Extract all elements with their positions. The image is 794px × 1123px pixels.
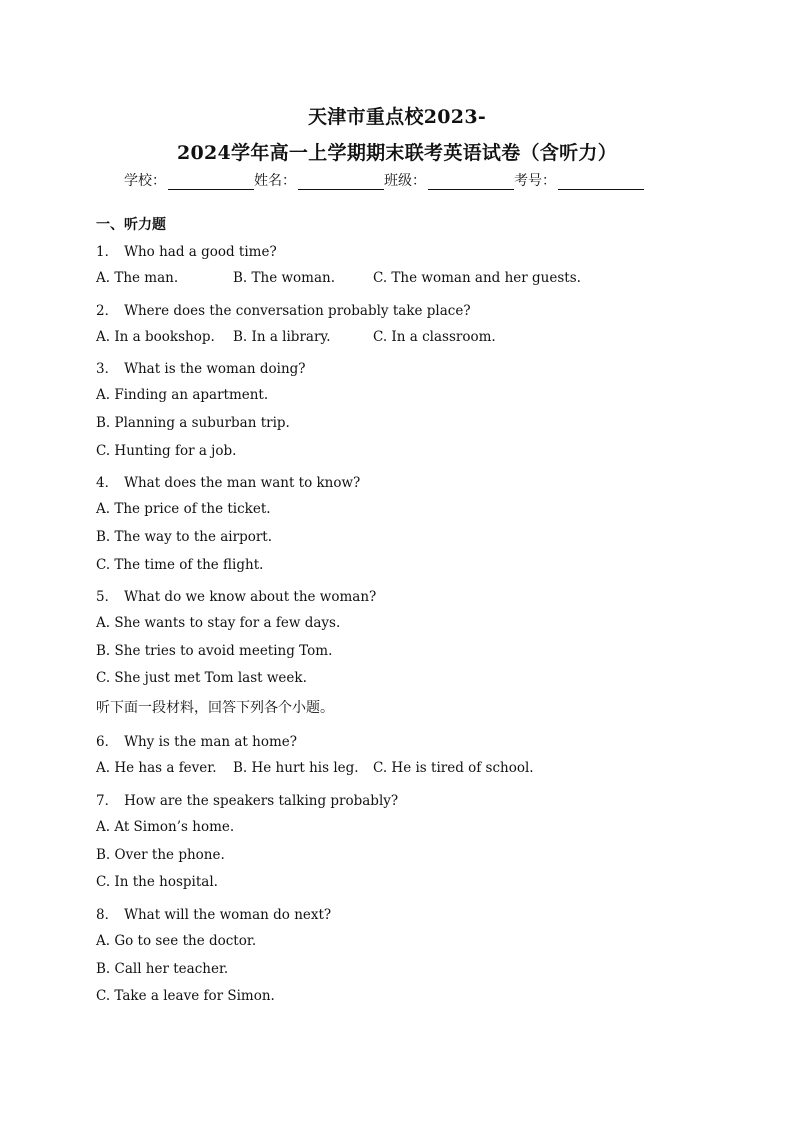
question-number: 5． — [96, 589, 119, 605]
option-c[interactable]: C. Hunting for a job. — [96, 443, 237, 459]
exam-title-line-2: 2024学年高一上学期期末联考英语试卷（含听力） — [176, 142, 618, 164]
question-6 — [96, 730, 297, 750]
question-7 — [96, 789, 398, 809]
section-heading: 一、听力题 — [96, 217, 166, 233]
option-b[interactable]: B. The woman. — [233, 270, 336, 286]
question-4 — [96, 471, 360, 491]
question-text: Where does the conversation probably take place? — [124, 303, 471, 319]
class-blank[interactable] — [428, 173, 514, 190]
question-number: 6． — [96, 734, 119, 750]
question-number: 3． — [96, 361, 119, 377]
option-a[interactable]: A. She wants to stay for a few days. — [96, 615, 341, 631]
option-c[interactable]: C. The woman and her guests. — [373, 270, 581, 286]
question-text: How are the speakers talking probably? — [124, 793, 399, 809]
question-1 — [96, 240, 277, 260]
option-c[interactable]: C. Take a leave for Simon. — [96, 988, 275, 1004]
question-1-options — [96, 270, 581, 286]
option-a[interactable]: A. The price of the ticket. — [96, 501, 271, 517]
option-a[interactable]: A. In a bookshop. — [96, 329, 215, 345]
option-b[interactable]: B. Call her teacher. — [96, 961, 229, 977]
option-b[interactable]: B. She tries to avoid meeting Tom. — [96, 643, 333, 659]
option-b[interactable]: B. He hurt his leg. — [233, 760, 359, 776]
name-label: 姓名： — [254, 173, 296, 189]
question-8 — [96, 903, 331, 923]
question-2-options — [96, 329, 496, 345]
question-text: Why is the man at home? — [124, 734, 297, 750]
question-number: 2． — [96, 303, 119, 319]
listening-instruction: 听下面一段材料，回答下列各个小题。 — [96, 700, 334, 716]
option-b[interactable]: B. In a library. — [233, 329, 331, 345]
option-c[interactable]: C. He is tired of school. — [373, 760, 534, 776]
option-b[interactable]: B. Over the phone. — [96, 847, 225, 863]
option-b[interactable]: B. The way to the airport. — [96, 529, 273, 545]
school-field — [124, 170, 254, 190]
option-c[interactable]: C. She just met Tom last week. — [96, 670, 307, 686]
question-number: 4． — [96, 475, 119, 491]
question-text: What does the man want to know? — [124, 475, 361, 491]
option-c[interactable]: C. The time of the flight. — [96, 557, 264, 573]
class-label: 班级： — [384, 173, 426, 189]
option-c[interactable]: C. In a classroom. — [373, 329, 496, 345]
question-2 — [96, 299, 471, 319]
school-blank[interactable] — [168, 173, 254, 190]
exam-title-line-1: 天津市重点校2023- — [307, 106, 487, 128]
name-field — [254, 170, 384, 190]
school-label: 学校： — [124, 173, 166, 189]
option-a[interactable]: A. At Simon’s home. — [96, 819, 235, 835]
question-number: 8． — [96, 907, 119, 923]
exam-number-field — [514, 170, 644, 190]
class-field — [384, 170, 514, 190]
option-a[interactable]: A. He has a fever. — [96, 760, 217, 776]
option-a[interactable]: A. The man. — [96, 270, 179, 286]
question-text: Who had a good time? — [124, 244, 277, 260]
question-3 — [96, 357, 306, 377]
exam-number-label: 考号： — [514, 173, 556, 189]
question-number: 7． — [96, 793, 119, 809]
question-number: 1． — [96, 244, 119, 260]
question-5 — [96, 585, 376, 605]
option-c[interactable]: C. In the hospital. — [96, 874, 218, 890]
option-b[interactable]: B. Planning a suburban trip. — [96, 415, 290, 431]
question-text: What do we know about the woman? — [124, 589, 377, 605]
name-blank[interactable] — [298, 173, 384, 190]
option-a[interactable]: A. Finding an apartment. — [96, 387, 269, 403]
question-text: What is the woman doing? — [124, 361, 306, 377]
option-a[interactable]: A. Go to see the doctor. — [96, 933, 257, 949]
question-text: What will the woman do next? — [124, 907, 332, 923]
student-info-row — [124, 170, 684, 190]
question-6-options — [96, 760, 534, 776]
exam-number-blank[interactable] — [558, 173, 644, 190]
